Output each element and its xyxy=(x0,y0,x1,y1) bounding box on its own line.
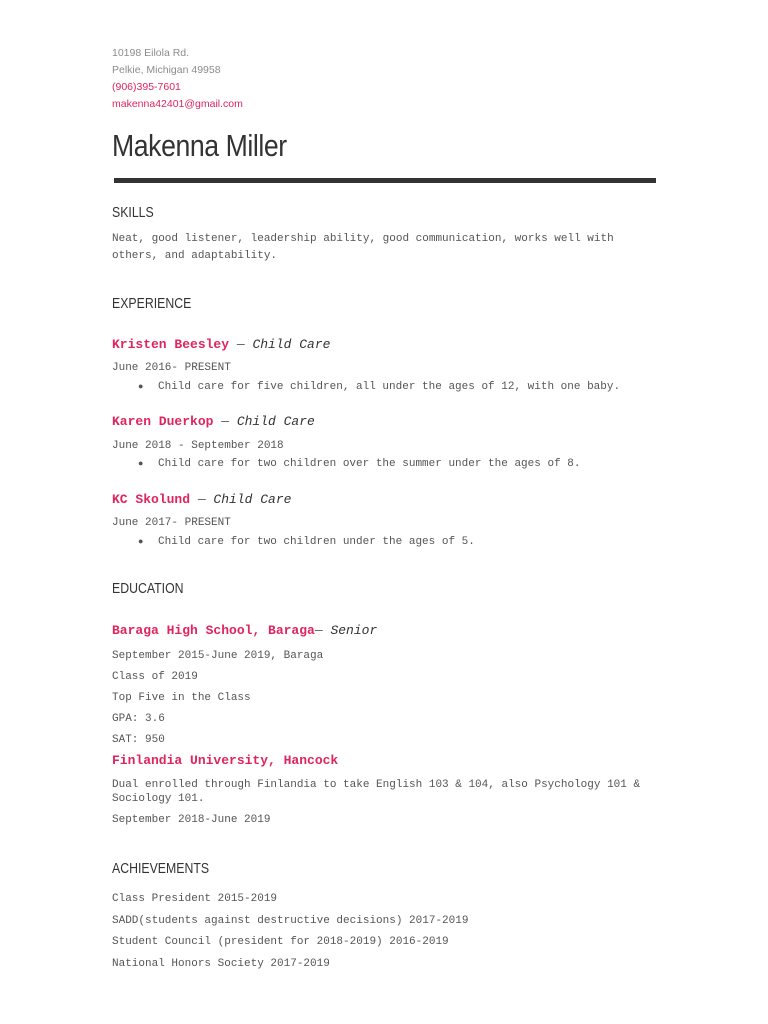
job-employer: Kristen Beesley xyxy=(112,337,230,352)
job-dates: June 2016- PRESENT xyxy=(112,362,231,374)
skills-text xyxy=(112,231,614,265)
job-bullet xyxy=(138,381,620,393)
achievement-item: Student Council (president for 2018-2019) 2016-2019 xyxy=(112,936,449,948)
bullet-icon: ● xyxy=(138,537,144,547)
job-dates: June 2017- PRESENT xyxy=(112,517,231,529)
experience-heading: EXPERIENCE xyxy=(112,295,192,312)
contact-block xyxy=(112,45,243,113)
school-detail-line: SAT: 950 xyxy=(112,734,165,746)
skills-line-1: Neat, good listener, leadership ability, good communication, works well with xyxy=(112,233,614,245)
school-description-line-2: Sociology 101. xyxy=(112,793,205,805)
job-separator: — xyxy=(229,337,253,352)
job-bullet-text: Child care for two children under the ages of 5. xyxy=(158,536,475,548)
school-role: Senior xyxy=(330,623,378,638)
job-bullet-text: Child care for two children over the summer under the ages of 8. xyxy=(158,458,581,470)
email-address: makenna42401@gmail.com xyxy=(112,98,243,110)
achievements-list xyxy=(112,889,468,975)
address-line-1: 10198 Eilola Rd. xyxy=(112,47,190,59)
achievement-item: Class President 2015-2019 xyxy=(112,893,278,905)
job-separator: — xyxy=(190,492,214,507)
school-name: Baraga High School, Baraga xyxy=(112,623,315,638)
education-heading: EDUCATION xyxy=(112,580,184,597)
school-detail-line: September 2015-June 2019, Baraga xyxy=(112,650,324,662)
bullet-icon: ● xyxy=(138,382,144,392)
school-details xyxy=(112,646,323,751)
job-title xyxy=(112,492,291,507)
job-role: Child Care xyxy=(236,414,315,429)
skills-line-2: others, and adaptability. xyxy=(112,250,278,262)
achievement-item: National Honors Society 2017-2019 xyxy=(112,957,330,970)
candidate-name: Makenna Miller xyxy=(112,128,287,163)
job-bullet xyxy=(138,536,475,548)
bullet-icon: ● xyxy=(138,459,144,469)
job-role: Child Care xyxy=(213,492,292,507)
school-description xyxy=(112,778,640,806)
address-line-2: Pelkie, Michigan 49958 xyxy=(112,64,221,76)
job-title xyxy=(112,414,315,429)
job-bullet xyxy=(138,458,580,470)
school-detail-line: Top Five in the Class xyxy=(112,692,251,704)
achievements-heading: ACHIEVEMENTS xyxy=(112,860,210,877)
school-dates: September 2018-June 2019 xyxy=(112,814,271,826)
achievement-item: SADD(students against destructive decisions) 2017-2019 xyxy=(112,914,469,927)
school-name: Finlandia University, Hancock xyxy=(112,753,339,768)
header-divider xyxy=(114,178,656,183)
skills-heading: SKILLS xyxy=(112,204,154,221)
job-employer: KC Skolund xyxy=(112,492,191,507)
job-dates: June 2018 - September 2018 xyxy=(112,440,284,452)
job-bullet-text: Child care for five children, all under the ages of 12, with one baby. xyxy=(158,381,621,393)
school-title xyxy=(112,753,338,768)
school-description-line-1: Dual enrolled through Finlandia to take English 103 & 104, also Psychology 101 & xyxy=(112,779,641,791)
school-title xyxy=(112,623,377,638)
job-title xyxy=(112,337,330,352)
school-detail-line: GPA: 3.6 xyxy=(112,713,165,725)
school-separator: — xyxy=(314,623,331,638)
school-detail-line: Class of 2019 xyxy=(112,671,198,683)
phone-number: (906)395-7601 xyxy=(112,81,181,93)
job-employer: Karen Duerkop xyxy=(112,414,214,429)
job-role: Child Care xyxy=(252,337,331,352)
job-separator: — xyxy=(213,414,237,429)
